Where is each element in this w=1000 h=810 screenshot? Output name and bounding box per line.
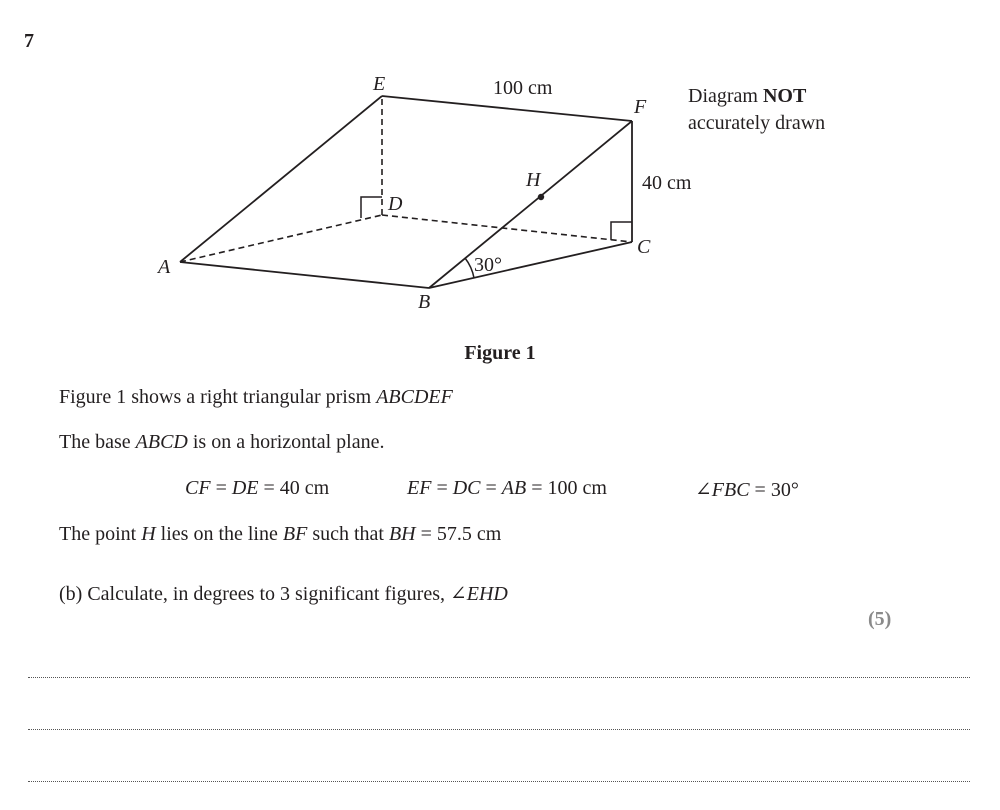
bh-value: 57.5 cm (436, 523, 502, 545)
eq-de: DE (231, 477, 259, 499)
point-h (538, 194, 544, 200)
diagram-note (688, 83, 825, 137)
measure-cf: 40 cm (642, 172, 692, 194)
h-name: H (141, 523, 156, 545)
eq-equals: = (480, 477, 502, 499)
eq-value: 100 cm (547, 477, 607, 499)
label-h: H (526, 169, 541, 191)
note-bold: NOT (762, 85, 807, 107)
prism-name: ABCDEF (376, 386, 453, 408)
eq-ef: EF (407, 477, 432, 499)
right-angle-c (611, 222, 632, 240)
question-number: 7 (24, 30, 34, 52)
eq-cf: CF (185, 477, 211, 499)
eq-value: 40 cm (279, 477, 330, 499)
note-line2: accurately drawn (688, 112, 826, 134)
label-f: F (634, 96, 647, 118)
eq-angle: ∠FBC (695, 479, 750, 501)
base-line (59, 431, 384, 454)
eq-equals: = (526, 477, 548, 499)
label-c: C (637, 236, 651, 258)
eq-equals: = (210, 477, 232, 499)
part-b-angle: ∠EHD (450, 583, 508, 605)
part-b-text: (b) Calculate, in degrees to 3 significant figures, (59, 583, 450, 605)
part-b-question (59, 581, 508, 606)
eq-value: 30° (770, 479, 799, 501)
bf-name: BF (282, 523, 308, 545)
figure-caption: Figure 1 (464, 342, 536, 364)
eq-equals: = (258, 477, 280, 499)
angle-arc-b (465, 258, 474, 278)
eq-ab: AB (501, 477, 527, 499)
angle-label-b: 30° (474, 254, 502, 276)
answer-line[interactable] (28, 729, 970, 730)
answer-line[interactable] (28, 781, 970, 782)
label-b: B (418, 291, 431, 313)
h-text-1: The point (59, 523, 142, 545)
h-text-2: lies on the line (155, 523, 283, 545)
edge-bc (429, 242, 632, 288)
equation-angle-fbc (695, 477, 799, 502)
base-text: The base (59, 431, 136, 453)
measure-ef: 100 cm (493, 77, 553, 99)
label-d: D (388, 193, 403, 215)
label-a: A (158, 256, 171, 278)
edge-dc (382, 215, 632, 242)
note-prefix: Diagram (688, 85, 763, 107)
h-text-3: such that (307, 523, 389, 545)
right-angle-d (361, 197, 382, 218)
eq-equals: = (431, 477, 453, 499)
point-h-line (59, 523, 501, 546)
edge-bf (429, 121, 632, 288)
equation-ef-dc-ab (407, 477, 607, 500)
eq-equals: = (415, 523, 437, 545)
edge-ef (382, 96, 632, 121)
answer-line[interactable] (28, 677, 970, 678)
prism-diagram (0, 0, 1000, 330)
edge-ae (180, 96, 382, 262)
equation-cf-de (185, 477, 329, 500)
marks-badge: (5) (868, 608, 892, 630)
label-e: E (373, 73, 386, 95)
eq-dc: DC (452, 477, 481, 499)
bh-name: BH (388, 523, 416, 545)
base-name: ABCD (135, 431, 188, 453)
edge-ad (180, 215, 382, 262)
base-suffix: is on a horizontal plane. (187, 431, 385, 453)
eq-equals: = (749, 479, 771, 501)
intro-text: Figure 1 shows a right triangular prism (59, 386, 377, 408)
intro-line (59, 386, 453, 409)
edge-ab (180, 262, 429, 288)
